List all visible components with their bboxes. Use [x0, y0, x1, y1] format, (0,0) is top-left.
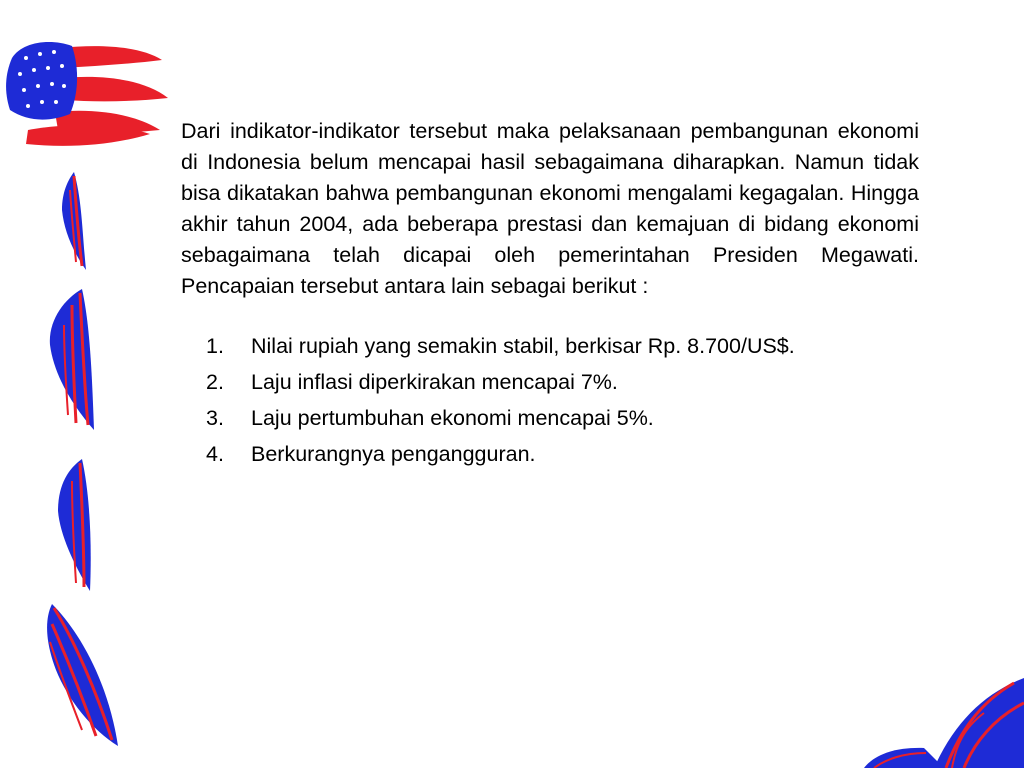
- flag-streamer-icon: [0, 30, 175, 155]
- achievement-list: [181, 328, 919, 472]
- list-item-number: 4.: [206, 442, 224, 466]
- list-item-number: 2.: [206, 370, 224, 394]
- list-item-text: Laju inflasi diperkirakan mencapai 7%.: [251, 370, 618, 394]
- list-item-text: Laju pertumbuhan ekonomi mencapai 5%.: [251, 406, 654, 430]
- feather-icon: [42, 285, 102, 435]
- feather-icon: [38, 600, 123, 750]
- list-item-text: Berkurangnya pengangguran.: [251, 442, 536, 466]
- list-item: [181, 400, 919, 436]
- list-item-text: Nilai rupiah yang semakin stabil, berkisar Rp. 8.700/US$.: [251, 334, 795, 358]
- list-item-number: 1.: [206, 334, 224, 358]
- list-item: [181, 436, 919, 472]
- list-item-number: 3.: [206, 406, 224, 430]
- list-item: [181, 328, 919, 364]
- firework-burst-icon: [864, 673, 1024, 768]
- feather-icon: [50, 455, 100, 595]
- list-item: [181, 364, 919, 400]
- slide-content: [181, 116, 919, 472]
- feather-icon: [52, 170, 92, 275]
- intro-paragraph: Dari indikator-indikator tersebut maka pelaksanaan pembangunan ekonomi di Indonesia belum mencapai hasil sebagaimana diharapkan. Namun tidak bisa dikatakan bahwa pembangunan ekonomi mengalami kegagalan. Hingga akhir tahun 2004, ada beberapa prestasi dan kemajuan di bidang ekonomi sebagaimana telah dicapai oleh pemerintahan Presiden Megawati. Pencapaian tersebut antara lain sebagai berikut :: [181, 119, 919, 298]
